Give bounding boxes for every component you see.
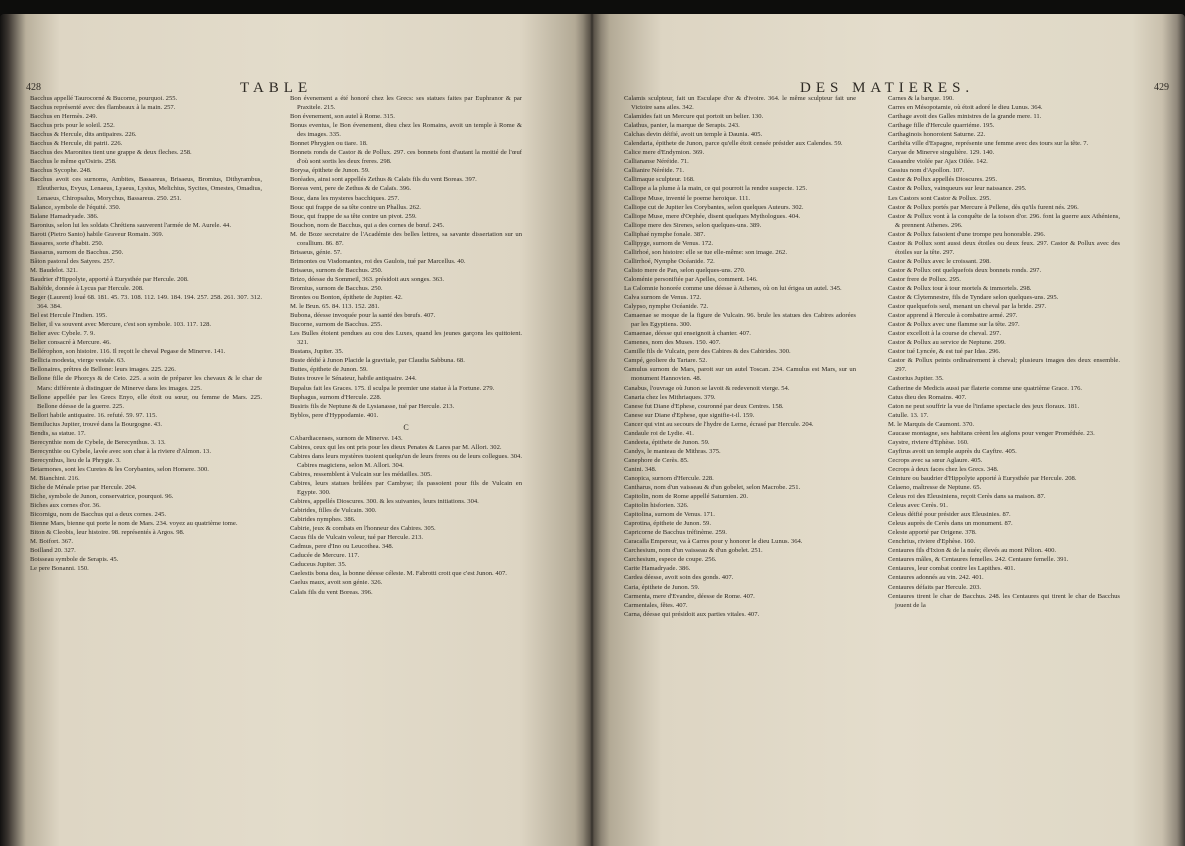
- index-entry: Bacchus des Maronites tient une grappe & deux fleches. 258.: [30, 149, 192, 157]
- index-entry: Bonus eventus, le Bon évenement, dieu chez les Romains, avoit un temple à Rome & des images. 335.: [290, 122, 522, 139]
- index-entry: Carnes & la barque. 190.: [888, 95, 954, 102]
- index-entry: Caprotina, épithete de Junon. 59.: [624, 520, 711, 528]
- index-entry: Celaeno, maîtresse de Neptune. 65.: [888, 484, 982, 492]
- index-entry: Bellonaires, prêtres de Bellone: leurs images. 225. 226.: [30, 366, 176, 374]
- index-entry: M. le Brun. 65. 84. 113. 152. 281.: [290, 303, 380, 311]
- index-entry: Calaïs fils du vent Boreas. 396.: [290, 588, 373, 596]
- index-column-2: [888, 94, 1120, 610]
- index-entry: Centaures, leur combat contre les Lapithes. 401.: [888, 565, 1016, 573]
- index-entry: Cantharus, nom d'un vaisseau & d'un gobelet, selon Macrobe. 251.: [624, 484, 801, 492]
- index-entry: Carthéïa ville d'Espagne, représente une femme avec des tours sur la tête. 7.: [888, 140, 1089, 148]
- index-entry: Caystre, riviere d'Ephèse. 160.: [888, 438, 969, 446]
- index-entry: Brisaeus, génie. 57.: [290, 248, 342, 256]
- index-entry: Canephore de Cerès. 85.: [624, 456, 689, 464]
- index-entry: Cecrops à deux faces chez les Grecs. 348.: [888, 465, 999, 473]
- index-column-2: [290, 94, 522, 597]
- index-entry: Bustans, Jupiter. 35.: [290, 348, 344, 356]
- index-entry: Biche de Ménale prise par Hercule. 204.: [30, 484, 137, 492]
- index-entry: Le pere Bonanni. 150.: [30, 565, 89, 573]
- index-entry: Les Castors sont Castor & Pollux. 295.: [888, 194, 991, 202]
- index-entry: Bonnets ronds de Castor & de Pollux. 297. ces bonnets font d'autant la moitié de l'œuf d'où sont sortis les deux freres. 298.: [290, 149, 522, 166]
- index-entry: Capitolina, surnom de Venus. 171.: [624, 511, 715, 519]
- index-entry: Campé, geoliere du Tartare. 52.: [624, 357, 708, 365]
- page-number: 429: [1154, 82, 1169, 93]
- index-entry: Bellérophon, son histoire. 116. Il reçoit le cheval Pegase de Minerve. 141.: [30, 348, 226, 356]
- index-column-1: [30, 94, 262, 573]
- index-entry: Bouc, qui frappe de sa tête contre un pivot. 259.: [290, 212, 417, 220]
- index-entry: Cabires, leurs statues brûlées par Cambyse; ils passoient pour fils de Vulcain en Egypte. 300.: [290, 479, 522, 497]
- index-entry: Calliananse Néréide. 71.: [624, 158, 689, 166]
- index-entry: Carmenta, mere d'Evandre, déesse de Rome. 407.: [624, 592, 755, 600]
- index-entry: Cabires, ceux qui les ont pris pour les dieux Penates & Lares par M. Allori. 302.: [290, 443, 502, 451]
- index-entry: Bacchus appellé Taurocorné & Bucorne, pourquoi. 255.: [30, 95, 178, 102]
- index-entry: Cabires dans leurs mystères tuoient quelqu'un de leurs freres ou de leurs collegues. 304. Cabires magiciens, selon M. Allori. 304.: [290, 452, 522, 469]
- index-entry: Caria, épithete de Junon. 59.: [624, 583, 700, 591]
- index-entry: Bon évenement a été honoré chez les Grecs: ses statues faites par Euphranor & par Praxitele. 215.: [290, 95, 522, 112]
- index-entry: Candeeia, épithete de Junon. 59.: [624, 438, 710, 446]
- index-entry: Cabirie, jeux & combats en l'honneur des Cabires. 305.: [290, 525, 436, 533]
- index-entry: Brimontes ou Visdomantes, roi des Gaulois, tué par Marcellus. 40.: [290, 257, 466, 265]
- index-entry: Bellori habile antiquaire. 16. refuté. 59. 97. 115.: [30, 411, 158, 419]
- running-head: TABLE: [240, 80, 313, 96]
- index-entry: Celeus avec Cerès. 91.: [888, 502, 948, 510]
- index-entry: Caucase montagne, ses habitans crèent les aiglons pour venger Prométhée. 23.: [888, 429, 1095, 437]
- index-entry: Calliope Muse, mere d'Orphée, disent quelques Mythologues. 404.: [624, 212, 801, 220]
- index-entry: Centaures tirent le char de Bacchus. 248. les Centaures qui tirent le char de Bacchus jouent de la: [888, 592, 1120, 609]
- index-entry: Busiris fils de Neptune & de Lysianasse, tué par Hercule. 213.: [290, 402, 455, 410]
- index-entry: Bassares, sorte d'habit. 250.: [30, 239, 104, 247]
- index-entry: Caducée de Mercure. 117.: [290, 552, 360, 560]
- index-entry: Celeus roi des Eleusiniens, reçoit Cerès dans sa maison. 87.: [888, 493, 1046, 501]
- index-entry: Cabires, ressemblent à Vulcain sur les médailles. 305.: [290, 470, 432, 478]
- index-entry: Caloménie personifiée par Apelles, comment. 146.: [624, 275, 758, 283]
- left-page: [0, 14, 592, 846]
- index-entry: Calisto mere de Pan, selon quelques-uns. 270.: [624, 266, 746, 274]
- index-entry: Calamis sculpteur, fait un Esculape d'or & d'ivoire. 364. le même sculpteur fait une Victoire sans ailes. 342.: [624, 95, 856, 112]
- page-number: 428: [26, 82, 41, 93]
- index-entry: Bromius, surnom de Bacchus. 250.: [290, 284, 383, 292]
- index-entry: Catus dieu des Romains. 407.: [888, 393, 967, 401]
- index-column-1: [624, 94, 856, 619]
- letter-heading: C: [403, 422, 409, 432]
- index-entry: Buttes, épithete de Junon. 59.: [290, 366, 368, 374]
- index-entry: Calamides fait un Mercure qui portoit un belier. 130.: [624, 113, 764, 121]
- index-entry: Cassius nom d'Apollon. 107.: [888, 167, 965, 175]
- index-entry: Castor & Pollux tour à tour mortels & immortels. 298.: [888, 284, 1032, 292]
- index-entry: Calathus, panier, la marque de Serapis. 243.: [624, 122, 740, 130]
- index-entry: Bucorne, surnom de Bacchus. 255.: [290, 321, 383, 329]
- index-entry: Carres en Mésopotamie, où étoit adoré le dieu Lunus. 364.: [888, 104, 1043, 112]
- index-entry: Centaures défaits par Hercule. 203.: [888, 583, 982, 591]
- index-entry: Bonnet Phrygien ou tiare. 18.: [290, 140, 368, 148]
- index-entry: Byblos, pere d'Hyppodamie. 401.: [290, 411, 379, 419]
- index-entry: Bienne Mars, bienne qui porte le nom de Mars. 234. voyez au quatrième tome.: [30, 520, 238, 528]
- index-entry: Callianire Néréide. 71.: [624, 167, 685, 175]
- index-entry: Carite Hamadryade. 386.: [624, 565, 691, 573]
- index-entry: Castor quelquefois seul, menant un cheval par la bride. 297.: [888, 303, 1047, 311]
- index-entry: Bacchus le même qu'Osiris. 258.: [30, 158, 117, 166]
- index-entry: Castor & Pollux sont aussi deux étoiles ou deux feux. 297. Castor & Pollux avec des étoiles sur la tête. 297.: [888, 239, 1120, 256]
- index-entry: Bouchon, nom de Bacchus, qui a des cornes de bœuf. 245.: [290, 221, 445, 229]
- index-entry: Centaures fils d'Ixion & de la nuée; élevés au mont Pélion. 400.: [888, 547, 1057, 555]
- index-entry: Calliope mere des Sirenes, selon quelques-uns. 389.: [624, 221, 762, 229]
- index-entry: Callirrhoé, Nymphe Océanide. 72.: [624, 257, 715, 265]
- index-entry: Balance, symbole de l'équité. 350.: [30, 203, 121, 211]
- index-entry: Bellicia modesta, vierge vestale. 63.: [30, 357, 126, 365]
- index-entry: Bacchus & Hercule, dits antipaires. 226.: [30, 131, 137, 139]
- index-entry: Bacchus avoit ces surnoms, Ambites, Bassareus, Brisaeus, Bromius, Dithyrambus, Eleutherius, Evyus, Lenaeus, Lyaeus, Lysius, Melichius, Sycites, Omestes, Omadius, Lenaeus, Chiropsalus, Morychus, Bassareus. 250. 251.: [30, 176, 262, 202]
- right-page: [592, 14, 1185, 846]
- index-entry: Caelus maux, avoit son génie. 326.: [290, 579, 383, 587]
- index-entry: Biches aux cornes d'or. 36.: [30, 502, 101, 510]
- index-entry: La Calomnie honorée comme une déesse à Athenes, où on lui érigea un autel. 345.: [624, 284, 842, 292]
- index-entry: Bel est Hercule l'Indien. 195.: [30, 312, 107, 320]
- index-entry: Berecynthus, lieu de la Phrygie. 3.: [30, 456, 121, 464]
- index-entry: Callirhoé, son histoire: elle se tue elle-même: son image. 262.: [624, 248, 787, 256]
- index-entry: Caryae de Minerve singulière. 129. 140.: [888, 149, 995, 157]
- index-entry: Castor frere de Pollux. 295.: [888, 275, 961, 283]
- index-entry: Calchas devin déifié, avoit un temple à Daunia. 405.: [624, 131, 763, 139]
- index-entry: Cabirides nymphes. 386.: [290, 516, 356, 524]
- index-entry: Bellone appellée par les Grecs Enyo, elle étoit ou sœur, ou femme de Mars. 225. Bellone déesse de la guerre. 225.: [30, 393, 262, 410]
- index-entry: CAbardiacenses, surnom de Minerve. 143.: [290, 434, 403, 442]
- index-entry: Celeus déifié pour présider aux Eleusinies. 87.: [888, 511, 1011, 519]
- index-entry: Bacchus & Hercule, dii patrii. 226.: [30, 140, 123, 148]
- index-entry: Bemilucius Jupiter, trouvé dans la Bourgogne. 43.: [30, 420, 163, 428]
- index-entry: Camenes, nom des Muses. 150. 407.: [624, 339, 721, 347]
- index-entry: Castor & Pollux avec le croissant. 298.: [888, 257, 991, 265]
- index-entry: Canaria chez les Mithriaques. 379.: [624, 393, 716, 401]
- index-entry: Belier avec Cybele. 7. 9.: [30, 330, 95, 338]
- index-entry: Bacchus représenté avec des flambeaux à la main. 257.: [30, 104, 176, 112]
- index-entry: Cabires, appellés Dioscures. 300. & les suivantes, leurs initiations. 304.: [290, 498, 479, 506]
- index-entry: Buphagus, surnom d'Hercule. 228.: [290, 393, 382, 401]
- index-entry: Caelestis bona dea, la bonne déesse céleste. M. Fabrotti croit que c'est Junon. 407.: [290, 570, 507, 578]
- index-entry: M. Bianchini. 216.: [30, 474, 80, 482]
- index-entry: Baroti (Pietro Santo) habile Graveur Romain. 369.: [30, 230, 164, 238]
- index-entry: Borysa, épithete de Junon. 59.: [290, 167, 370, 175]
- index-entry: Calliphaé nymphe fonale. 387.: [624, 230, 706, 238]
- index-entry: Castor & Clytemnestre, fils de Tyndare selon quelques-uns. 295.: [888, 294, 1059, 302]
- index-entry: Castor & Pollux avec une flamme sur la tête. 297.: [888, 321, 1020, 329]
- index-entry: Cabirides, filles de Vulcain. 300.: [290, 507, 377, 515]
- index-entry: Bouc qui frappe de sa tête contre un Phallus. 262.: [290, 203, 421, 211]
- index-entry: Biton & Cleobis, leur histoire. 98. représentés à Argos. 98.: [30, 529, 185, 537]
- index-entry: Candaule roi de Lydie. 41.: [624, 429, 694, 437]
- index-entry: Castorius Jupiter. 35.: [888, 375, 944, 383]
- index-entry: Bubona, déesse invoquée pour la santé des bœufs. 407.: [290, 312, 436, 320]
- index-entry: Castor & Pollux peints ordinairement à cheval; plusieurs images des deux ensemble. 297.: [888, 357, 1120, 374]
- index-entry: Castor & Pollux portés par Mercure à Pellene, dès qu'ils furent nés. 296.: [888, 203, 1079, 211]
- index-entry: Bouc, dans les mysteres bacchiques. 257.: [290, 194, 400, 202]
- index-entry: Capitolin, nom de Rome appellé Saturnien. 20.: [624, 493, 748, 501]
- index-entry: Brizo, déesse du Sommeil, 363. présidoit aux songes. 363.: [290, 275, 445, 283]
- index-entry: Canese sur Diane d'Ephese, que signifie-t-il. 159.: [624, 411, 755, 419]
- index-entry: Cancer qui vint au secours de l'hydre de Lerne, écrasé par Hercule. 204.: [624, 420, 814, 428]
- index-entry: Ceinture ou baudrier d'Hippolyte apporté à Eurysthée par Hercule. 208.: [888, 474, 1077, 482]
- index-entry: Boreas vent, pere de Zethus & de Calaïs. 396.: [290, 185, 412, 193]
- index-entry: Catherine de Medicis aussi par flaterie comme une quatrième Grace. 176.: [888, 384, 1083, 392]
- index-entry: Celeste apporté par Origene. 378.: [888, 529, 977, 537]
- index-entry: Biche, symbole de Junon, conservatrice, pourquoi. 96.: [30, 493, 174, 501]
- index-entry: Camaenae se moque de la figure de Vulcain. 96. brule les statues des Cabires adorées par les Egyptiens. 300.: [624, 312, 856, 329]
- index-entry: Betarmones, sont les Curetes & les Corybantes, selon Homere. 300.: [30, 465, 209, 473]
- index-entry: Castor excelloit à la course de cheval. 297.: [888, 330, 1001, 338]
- index-entry: Baltéïde, donnée à Lycus par Hercule. 208.: [30, 284, 144, 292]
- index-entry: Camulus surnom de Mars, paroit sur un autel Toscan. 234. Camulus est Mars, sur un monument Hannovien. 48.: [624, 366, 856, 383]
- index-entry: Centaures mâles, & Centaures femelles. 242. Centaure femelle. 391.: [888, 556, 1069, 564]
- index-entry: Bacchus en Hermès. 249.: [30, 113, 98, 121]
- index-entry: Callipyge, surnom de Venus. 172.: [624, 239, 714, 247]
- index-entry: Boréades, ainsi sont appellés Zethus & Calaïs fils du vent Boreas. 397.: [290, 176, 477, 184]
- index-entry: Canabus, l'ouvrage où Junon se lavoit & redevenoit vierge. 54.: [624, 384, 790, 392]
- index-entry: Calendaria, épithete de Junon, parce qu'elle étoit censée présider aux Calendes. 59.: [624, 140, 843, 148]
- index-entry: Bicornigu, nom de Bacchus qui a deux cornes. 245.: [30, 511, 167, 519]
- index-entry: Cassandre violée par Ajax Oilée. 142.: [888, 158, 988, 166]
- index-entry: Callimaque sculpteur. 168.: [624, 176, 695, 184]
- index-entry: Canese fut Diane d'Ephese, couronné par deux Centres. 158.: [624, 402, 784, 410]
- index-entry: Canopica, surnom d'Hercule. 228.: [624, 474, 714, 482]
- index-entry: Calliope Muse, inventé le poeme heroique. 111.: [624, 194, 751, 202]
- index-entry: Baronius, selon lui les soldats Chrétiens sauverent l'armée de M. Aurele. 44.: [30, 221, 231, 229]
- index-entry: Bellone fille de Phorcys & de Ceto. 225. a soin de préparer les chevaux & le char de Mars: différente à distinguer de Minerve dans les images. 225.: [30, 375, 262, 392]
- index-entry: Castor & Pollux au service de Neptune. 299.: [888, 339, 1006, 347]
- index-entry: Caduceus Jupiter. 35.: [290, 561, 347, 569]
- index-entry: Carthaginois honoroient Saturne. 22.: [888, 131, 986, 139]
- index-entry: Calypso, nymphe Océanide. 72.: [624, 303, 709, 311]
- index-entry: Carchesium, espece de coupe. 256.: [624, 556, 717, 564]
- index-entry: Castor & Pollux, vainqueurs sur leur naissance. 295.: [888, 185, 1027, 193]
- index-entry: Belier consacré à Mercure. 46.: [30, 339, 111, 347]
- index-entry: Berecynthie nom de Cybele, de Berecynthus. 3. 13.: [30, 438, 166, 446]
- index-entry: Bassarus, surnom de Bacchus. 250.: [30, 248, 124, 256]
- index-entry: Balane Hamadryade. 386.: [30, 212, 99, 220]
- index-entry: Boisseau symbole de Serapis. 45.: [30, 556, 119, 564]
- index-entry: Beger (Laurent) loué 68. 181. 45. 73. 108. 112. 149. 184. 194. 257. 258. 261. 307. 312. 364. 384.: [30, 294, 262, 311]
- index-entry: Bâton pastoral des Satyres. 257.: [30, 257, 115, 265]
- index-entry: Canini. 348.: [624, 465, 657, 473]
- index-entry: Cayftrus avoit un temple auprès du Cayftre. 405.: [888, 447, 1017, 455]
- index-entry: Bacchus Sycophe. 248.: [30, 167, 92, 175]
- index-entry: Castor & Pollux vont à la conquête de la toison d'or. 296. font la guerre aux Athéniens, & prennent Athenes. 296.: [888, 212, 1120, 229]
- index-entry: Bacchus pris pour le soleil. 252.: [30, 122, 115, 130]
- index-entry: Bupalus fait les Graces. 175. il sculpa le premier une statue à la Fortune. 279.: [290, 384, 495, 392]
- index-entry: Capitolin hisforien. 326.: [624, 502, 689, 510]
- index-entry: Castor & Pollux ont quelquefois deux bonnets ronds. 297.: [888, 266, 1042, 274]
- index-entry: Castor & Pollux faisoient d'une trompe peu honorable. 296.: [888, 230, 1046, 238]
- index-entry: Carchesium, nom d'un vaisseau & d'un gobelet. 251.: [624, 547, 763, 555]
- index-entry: Candys, le manteau de Mithras. 375.: [624, 447, 721, 455]
- index-entry: Cacus fils de Vulcain voleur, tué par Hercule. 213.: [290, 534, 424, 542]
- index-entry: Carna, déesse qui présidoit aux parties vitales. 407.: [624, 610, 760, 618]
- index-entry: Catulle. 13. 17.: [888, 411, 929, 419]
- index-entry: Les Bulles étoient pendues au cou des Luxes, quand les jeunes garçons les quittoient. 321.: [290, 330, 522, 347]
- index-entry: M. de Boze secretaire de l'Académie des belles lettres, sa savante dissertation sur un corallium. 86. 87.: [290, 230, 522, 247]
- index-entry: Cadmus, pere d'Ino ou Leucothea. 348.: [290, 543, 394, 551]
- index-entry: Carmentales, fêtes. 407.: [624, 601, 688, 609]
- index-entry: Castor tué Lyncée, & est tué par Idas. 296.: [888, 348, 1001, 356]
- index-entry: Calliope a la plume à la main, ce qui pourroit la rendre suspecte. 125.: [624, 185, 808, 193]
- index-entry: Cardea déesse, avoit soin des gonds. 407.: [624, 574, 734, 582]
- index-entry: Capricorne de Bacchus tréfinème. 259.: [624, 529, 727, 537]
- index-entry: Boilland 20. 327.: [30, 547, 76, 555]
- index-entry: Buste dédié à Junon Placide la gravitale, par Claudia Sabbuna. 68.: [290, 357, 465, 365]
- index-entry: Castor & Pollux appellés Dioscures. 295.: [888, 176, 997, 184]
- index-entry: Caracalla Empereur, va à Carres pour y honorer le dieu Lunus. 364.: [624, 538, 803, 546]
- index-entry: Carthage avoit des Galles ministres de la grande mere. 11.: [888, 113, 1042, 121]
- index-entry: M. Baudelot. 321.: [30, 266, 78, 274]
- index-entry: Celeus auprès de Cerès dans un monument. 87.: [888, 520, 1013, 528]
- index-entry: Berecynthie ou Cybele, lavée avec son char à la riviere d'Almon. 13.: [30, 447, 211, 455]
- index-entry: Camille fils de Vulcain, pere des Cabires & des Cabirides. 300.: [624, 348, 791, 356]
- index-entry: Caton ne peut souffrir la vue de l'infame spectacle des jeux floraux. 181.: [888, 402, 1080, 410]
- index-entry: M. Boifort. 367.: [30, 538, 74, 546]
- index-entry: Cenchrius, riviere d'Ephèse. 160.: [888, 538, 976, 546]
- index-entry: Butes trouve le Sénateur, habile antiquaire. 244.: [290, 375, 417, 383]
- index-entry: Carthage fille d'Hercule quarriéme. 195.: [888, 122, 995, 130]
- index-entry: M. le Marquis de Caumont. 370.: [888, 420, 975, 428]
- index-entry: Bon évenement, son autel à Rome. 315.: [290, 113, 395, 121]
- running-head: DES MATIERES.: [800, 80, 975, 96]
- index-entry: Castor apprend à Hercule à combattre armé. 297.: [888, 312, 1018, 320]
- index-entry: Baudrier d'Hippolyte, apporté à Eurysthée par Hercule. 208.: [30, 275, 189, 283]
- index-entry: Belier, il va souvent avec Mercure, c'est son symbole. 103. 117. 128.: [30, 321, 212, 329]
- index-entry: Camaenae, déesse qui enseignoit à chanter. 407.: [624, 330, 751, 338]
- index-entry: Brontes ou Bonton, épithete de Jupiter. 42.: [290, 294, 403, 302]
- index-entry: Calva surnom de Venus. 172.: [624, 294, 702, 302]
- index-entry: Brisaeus, surnom de Bacchus. 250.: [290, 266, 383, 274]
- index-entry: Calice mere d'Endymion. 369.: [624, 149, 705, 157]
- index-entry: Calliope cut de Jupiter les Corybantes, selon quelques Auteurs. 302.: [624, 203, 804, 211]
- index-entry: Centaures adonnés au vin. 242. 401.: [888, 574, 984, 582]
- index-entry: Bendis, sa statue. 17.: [30, 429, 86, 437]
- index-entry: Cecrops avec sa sœur Aglaure. 405.: [888, 456, 983, 464]
